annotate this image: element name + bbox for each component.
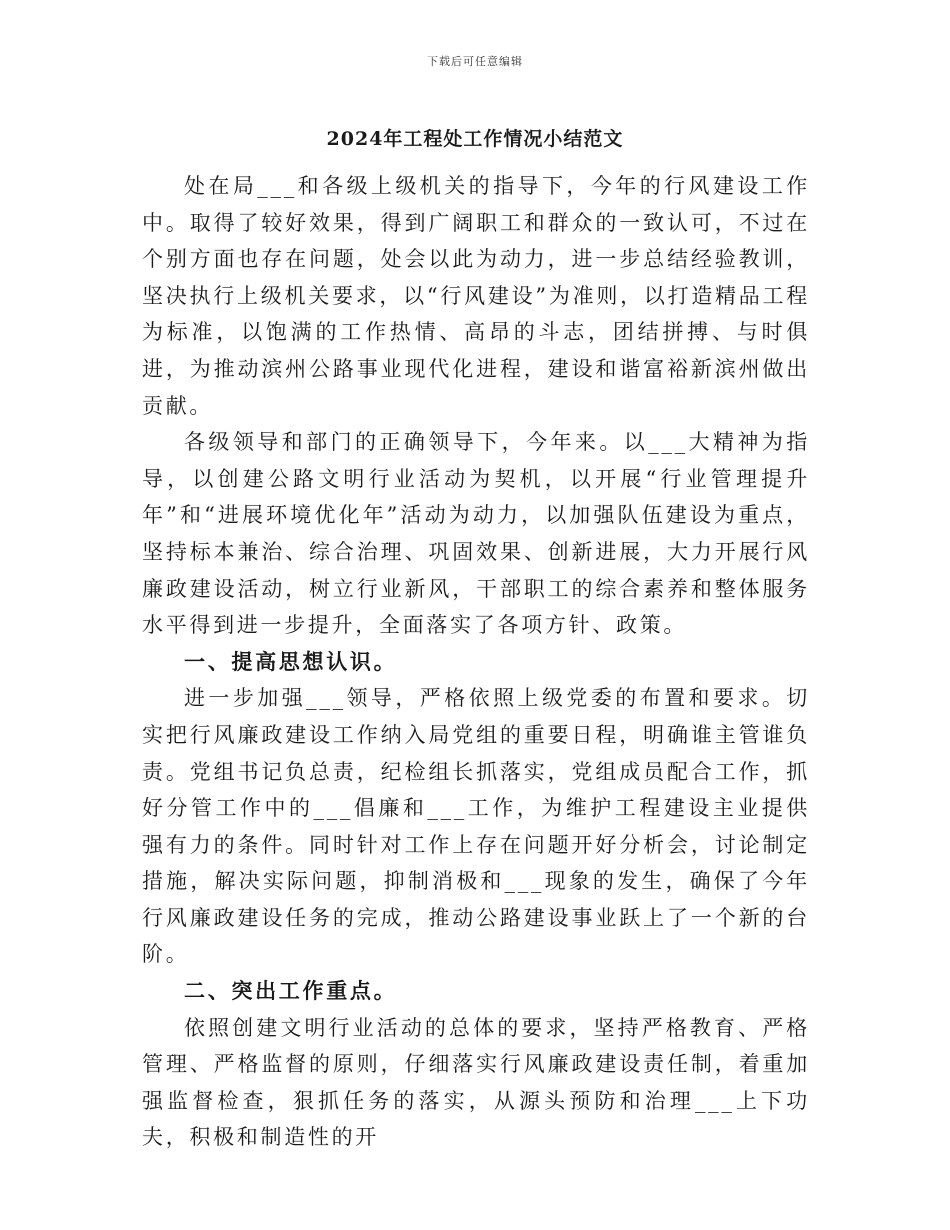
section-heading: 二、突出工作重点。: [184, 978, 398, 1004]
paragraph: 各级领导和部门的正确领导下，今年来。以___大精神为指导，以创建公路文明行业活动为契机，以开展“行业管理提升年”和“进展环境优化年”活动为动力，以加强队伍建设为重点，坚持标本兼治、综合治理、巩固效果、创新进展，大力开展行风廉政建设活动，树立行业新风，干部职工的综合素养和整体服务水平得到进一步提升，全面落实了各项方针、政策。: [142, 430, 810, 638]
paragraph: 处在局___和各级上级机关的指导下，今年的行风建设工作中。取得了较好效果，得到广阔职工和群众的一致认可，不过在个别方面也存在问题，处会以此为动力，进一步总结经验教训，坚决执行上级机关要求，以“行风建设”为准则，以打造精品工程为标准，以饱满的工作热情、高昂的斗志，团结拼搏、与时俱进，为推动滨州公路事业现代化进程，建设和谐富裕新滨州做出贡献。: [142, 174, 810, 418]
paragraph: 依照创建文明行业活动的总体的要求，坚持严格教育、严格管理、严格监督的原则，仔细落实行风廉政建设责任制，着重加强监督检查，狠抓任务的落实，从源头预防和治理___上下功夫，积极和制造性的开: [142, 1015, 810, 1150]
page-header-note: 下载后可任意编辑: [427, 55, 523, 68]
document-title: 2024年工程处工作情况小结范文: [326, 128, 624, 150]
section-heading: 一、提高思想认识。: [184, 648, 398, 674]
document-body: [142, 168, 810, 1156]
paragraph: 进一步加强___领导，严格依照上级党委的布置和要求。切实把行风廉政建设工作纳入局党组的重要日程，明确谁主管谁负责。党组书记负总责，纪检组长抓落实，党组成员配合工作，抓好分管工作中的___倡廉和___工作，为维护工程建设主业提供强有力的条件。同时针对工作上存在问题开好分析会，讨论制定措施，解决实际问题，抑制消极和___现象的发生，确保了今年行风廉政建设任务的完成，推动公路建设事业跃上了一个新的台阶。: [142, 686, 810, 967]
